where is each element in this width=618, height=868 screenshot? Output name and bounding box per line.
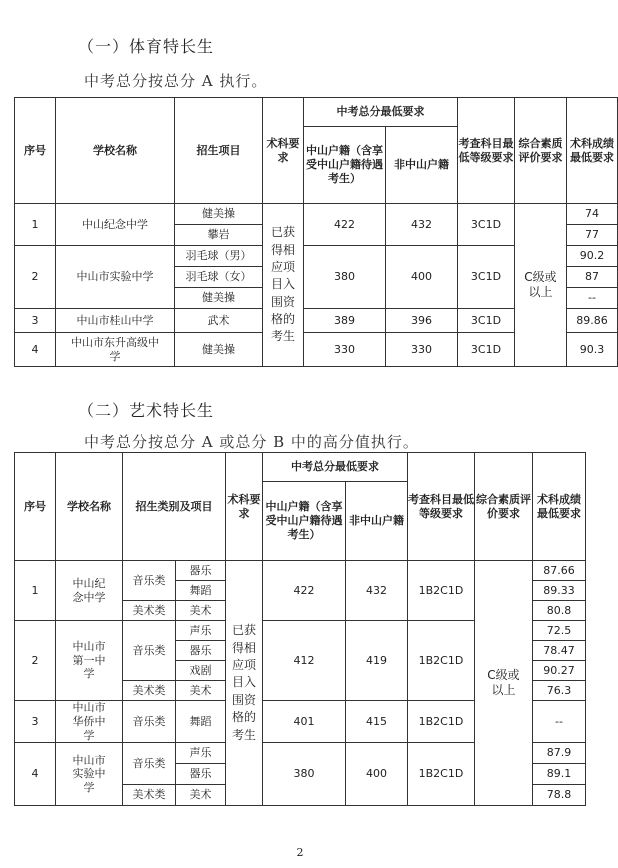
cell-local: 401 <box>263 701 346 743</box>
cell-item: 美术 <box>176 681 226 701</box>
cell-seq: 1 <box>15 204 56 246</box>
cell-nonlocal: 432 <box>346 561 408 621</box>
cell-item: 舞蹈 <box>176 701 226 743</box>
cell-project: 武术 <box>175 309 263 333</box>
cell-school: 中山纪念中学 <box>56 204 175 246</box>
cell-skill-req: 已获得相应项目入围资格的考生 <box>226 561 263 806</box>
cell-seq: 3 <box>15 701 56 743</box>
cell-school: 中山市东升高级中学 <box>56 333 175 367</box>
cell-item: 舞蹈 <box>176 581 226 601</box>
cell-score: -- <box>533 701 586 743</box>
header-skill-min: 术科成绩最低要求 <box>533 453 586 561</box>
header-seq: 序号 <box>15 453 56 561</box>
header-school: 学校名称 <box>56 98 175 204</box>
cell-grade: 3C1D <box>458 309 515 333</box>
cell-local: 422 <box>263 561 346 621</box>
header-local: 中山户籍（含享受中山户籍待遇考生） <box>263 482 346 561</box>
cell-item: 器乐 <box>176 764 226 785</box>
cell-grade: 1B2C1D <box>408 561 475 621</box>
section2-heading: （二）艺术特长生 <box>78 401 215 420</box>
cell-seq: 2 <box>15 621 56 701</box>
cell-category: 音乐类 <box>123 743 176 785</box>
cell-score: 72.5 <box>533 621 586 641</box>
table-row <box>15 561 586 581</box>
header-skill-req: 术科要求 <box>263 98 304 204</box>
cell-school: 中山纪念中学 <box>56 561 123 621</box>
cell-seq: 3 <box>15 309 56 333</box>
cell-grade: 3C1D <box>458 333 515 367</box>
header-project: 招生类别及项目 <box>123 453 226 561</box>
cell-nonlocal: 419 <box>346 621 408 701</box>
cell-category: 美术类 <box>123 601 176 621</box>
header-min-total: 中考总分最低要求 <box>263 453 408 482</box>
cell-item: 美术 <box>176 601 226 621</box>
cell-score: 90.2 <box>567 246 618 267</box>
cell-project: 健美操 <box>175 333 263 367</box>
arts-table <box>14 452 586 806</box>
cell-local: 412 <box>263 621 346 701</box>
cell-local: 380 <box>263 743 346 806</box>
cell-local: 389 <box>304 309 386 333</box>
sports-table <box>14 97 618 367</box>
cell-skill-req: 已获得相应项目入围资格的考生 <box>263 204 304 367</box>
header-nonlocal: 非中山户籍 <box>386 127 458 204</box>
header-grade-req: 考查科目最低等级要求 <box>408 453 475 561</box>
header-project: 招生项目 <box>175 98 263 204</box>
cell-project: 健美操 <box>175 204 263 225</box>
header-eval-req: 综合素质评价要求 <box>475 453 533 561</box>
cell-item: 器乐 <box>176 641 226 661</box>
section1-note: 中考总分按总分 A 执行。 <box>84 72 268 90</box>
cell-category: 音乐类 <box>123 621 176 681</box>
header-nonlocal: 非中山户籍 <box>346 482 408 561</box>
cell-category: 音乐类 <box>123 701 176 743</box>
cell-school: 中山市第一中学 <box>56 621 123 701</box>
cell-score: 77 <box>567 225 618 246</box>
cell-seq: 4 <box>15 743 56 806</box>
cell-grade: 1B2C1D <box>408 621 475 701</box>
cell-item: 声乐 <box>176 743 226 764</box>
cell-nonlocal: 432 <box>386 204 458 246</box>
cell-score: 78.8 <box>533 785 586 806</box>
cell-category: 美术类 <box>123 785 176 806</box>
cell-project: 健美操 <box>175 288 263 309</box>
cell-score: 89.86 <box>567 309 618 333</box>
header-grade-req: 考查科目最低等级要求 <box>458 98 515 204</box>
cell-item: 美术 <box>176 785 226 806</box>
cell-item: 声乐 <box>176 621 226 641</box>
cell-category: 音乐类 <box>123 561 176 601</box>
cell-school: 中山市桂山中学 <box>56 309 175 333</box>
header-seq: 序号 <box>15 98 56 204</box>
header-school: 学校名称 <box>56 453 123 561</box>
cell-local: 380 <box>304 246 386 309</box>
cell-score: 90.3 <box>567 333 618 367</box>
header-skill-min: 术科成绩最低要求 <box>567 98 618 204</box>
cell-school: 中山市实验中学 <box>56 246 175 309</box>
table-row <box>15 204 618 225</box>
cell-project: 羽毛球（男） <box>175 246 263 267</box>
header-eval-req: 综合素质评价要求 <box>515 98 567 204</box>
cell-item: 器乐 <box>176 561 226 581</box>
cell-seq: 1 <box>15 561 56 621</box>
cell-project: 羽毛球（女） <box>175 267 263 288</box>
cell-score: 89.33 <box>533 581 586 601</box>
cell-nonlocal: 415 <box>346 701 408 743</box>
cell-grade: 1B2C1D <box>408 743 475 806</box>
cell-score: 87.66 <box>533 561 586 581</box>
cell-score: 78.47 <box>533 641 586 661</box>
cell-score: -- <box>567 288 618 309</box>
cell-grade: 3C1D <box>458 246 515 309</box>
cell-school: 中山市实验中学 <box>56 743 123 806</box>
cell-score: 87 <box>567 267 618 288</box>
cell-item: 戏剧 <box>176 661 226 681</box>
cell-nonlocal: 400 <box>386 246 458 309</box>
header-skill-req: 术科要求 <box>226 453 263 561</box>
cell-eval: C级或以上 <box>515 204 567 367</box>
cell-seq: 2 <box>15 246 56 309</box>
cell-local: 330 <box>304 333 386 367</box>
cell-local: 422 <box>304 204 386 246</box>
cell-school: 中山市华侨中学 <box>56 701 123 743</box>
cell-nonlocal: 330 <box>386 333 458 367</box>
header-local: 中山户籍（含享受中山户籍待遇考生） <box>304 127 386 204</box>
cell-category: 美术类 <box>123 681 176 701</box>
cell-nonlocal: 396 <box>386 309 458 333</box>
cell-nonlocal: 400 <box>346 743 408 806</box>
cell-eval: C级或以上 <box>475 561 533 806</box>
cell-score: 80.8 <box>533 601 586 621</box>
cell-score: 89.1 <box>533 764 586 785</box>
cell-score: 87.9 <box>533 743 586 764</box>
cell-seq: 4 <box>15 333 56 367</box>
section2-note: 中考总分按总分 A 或总分 B 中的高分值执行。 <box>84 433 419 451</box>
page-number: 2 <box>296 846 304 859</box>
cell-project: 攀岩 <box>175 225 263 246</box>
section1-heading: （一）体育特长生 <box>78 37 215 56</box>
header-min-total: 中考总分最低要求 <box>304 98 458 127</box>
cell-score: 90.27 <box>533 661 586 681</box>
cell-grade: 3C1D <box>458 204 515 246</box>
cell-score: 76.3 <box>533 681 586 701</box>
cell-grade: 1B2C1D <box>408 701 475 743</box>
cell-score: 74 <box>567 204 618 225</box>
